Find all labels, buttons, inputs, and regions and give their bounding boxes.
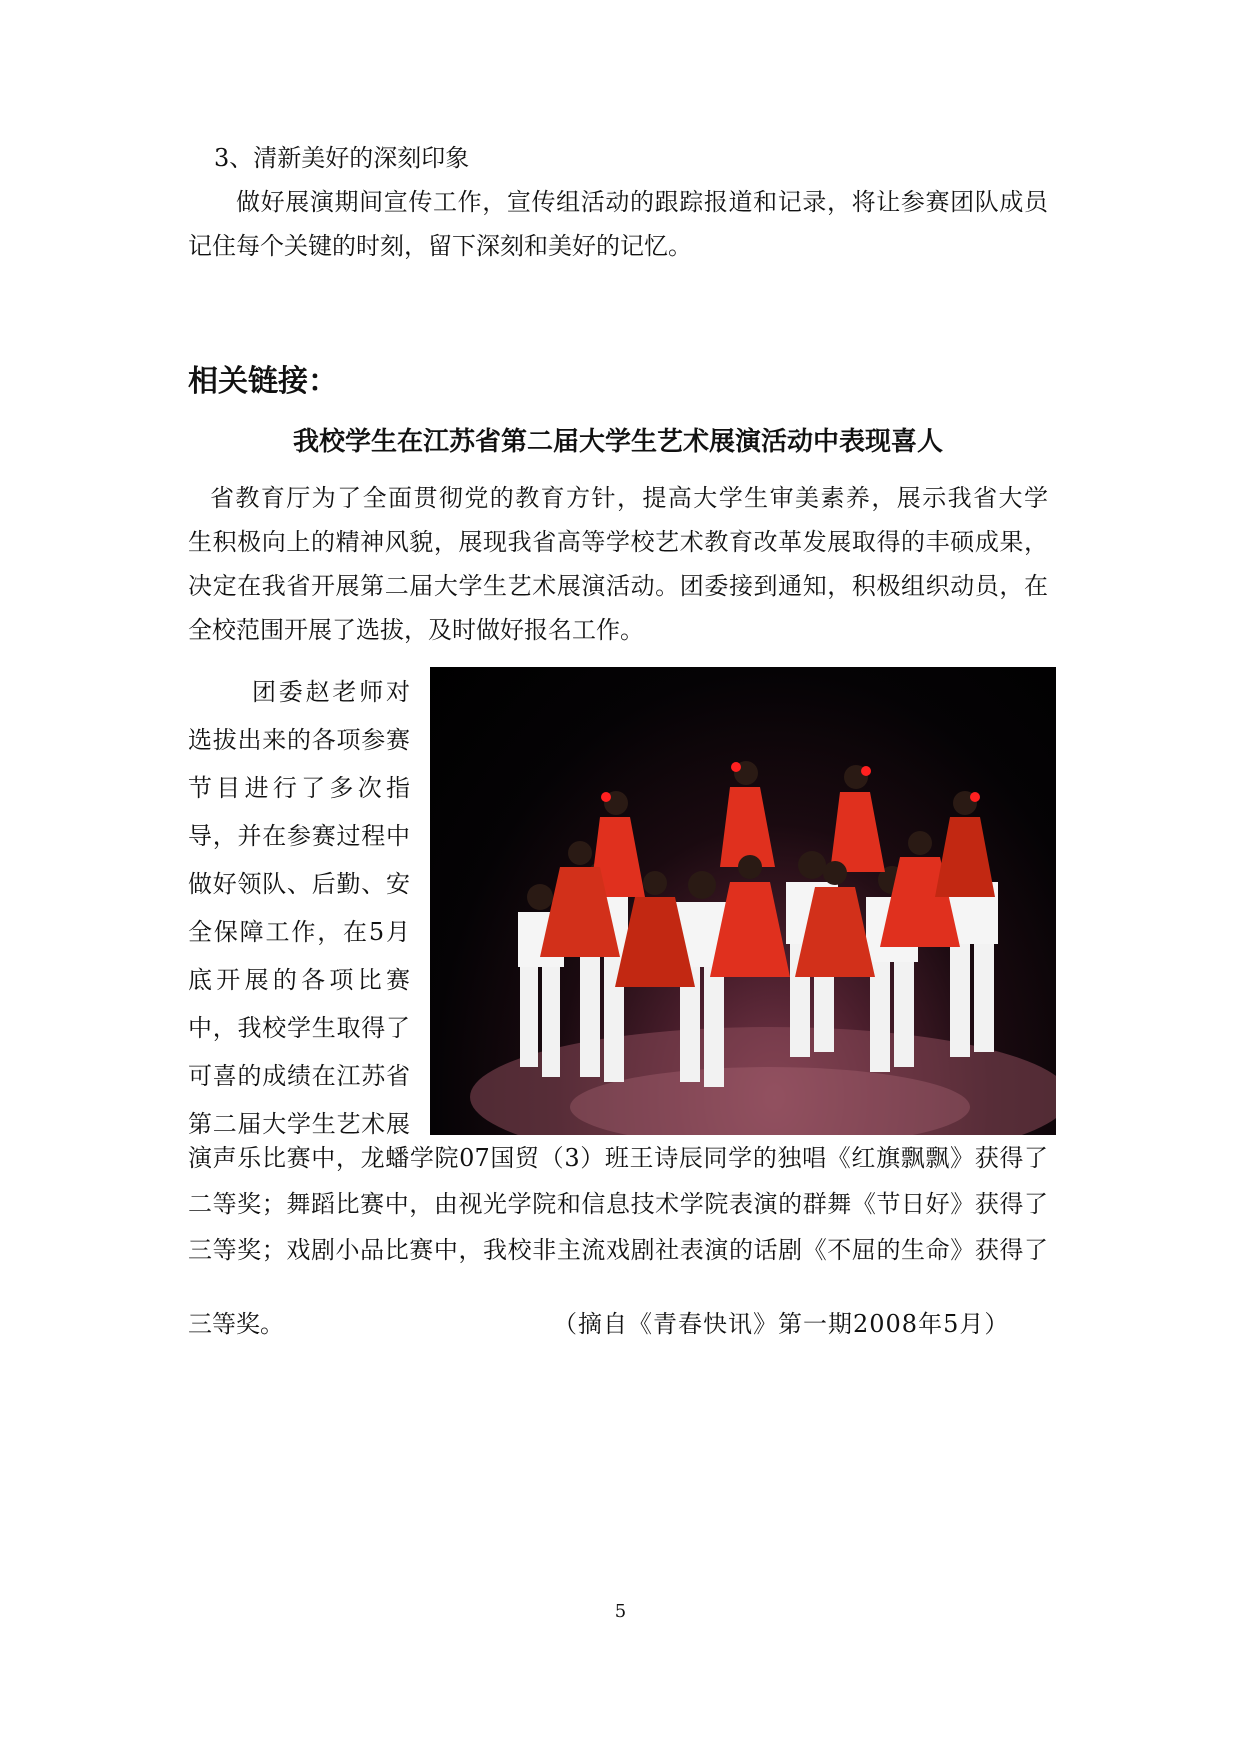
wrapped-text-line: 全保障工作，在5月 <box>188 918 410 946</box>
wrapped-text-line: 可喜的成绩在江苏省 <box>188 1062 410 1090</box>
dance-performance-photo <box>430 667 1056 1135</box>
page-number: 5 <box>614 1601 627 1622</box>
article-body-line: 三等奖；戏剧小品比赛中，我校非主流戏剧社表演的话剧《不屈的生命》获得了 <box>188 1236 1048 1264</box>
section-3-paragraph-line-1: 做好展演期间宣传工作，宣传组活动的跟踪报道和记录，将让参赛团队成员 <box>236 188 1048 216</box>
wrapped-text-line: 团委赵老师对 <box>252 678 410 706</box>
article-body-line: 演声乐比赛中，龙蟠学院07国贸（3）班王诗辰同学的独唱《红旗飘飘》获得了 <box>188 1144 1048 1172</box>
article-last-line: 三等奖。 <box>188 1310 284 1338</box>
wrapped-text-line: 选拔出来的各项参赛 <box>188 726 410 754</box>
article-intro-line: 决定在我省开展第二届大学生艺术展演活动。团委接到通知，积极组织动员，在 <box>188 572 1048 600</box>
wrapped-text-line: 底开展的各项比赛 <box>188 966 410 994</box>
article-intro-line: 生积极向上的精神风貌，展现我省高等学校艺术教育改革发展取得的丰硕成果， <box>188 528 1048 556</box>
wrapped-text-line: 节目进行了多次指 <box>188 774 410 802</box>
wrapped-text-line: 导，并在参赛过程中 <box>188 822 410 850</box>
article-title: 我校学生在江苏省第二届大学生艺术展演活动中表现喜人 <box>292 427 943 457</box>
dance-group-illustration <box>430 667 1056 1135</box>
section-3-heading: 3、清新美好的深刻印象 <box>214 144 470 172</box>
article-intro-line: 省教育厅为了全面贯彻党的教育方针，提高大学生审美素养，展示我省大学 <box>210 484 1048 512</box>
article-closing-line <box>188 1308 1048 1340</box>
article-intro-line: 全校范围开展了选拔，及时做好报名工作。 <box>188 616 644 644</box>
wrapped-text-line: 做好领队、后勤、安 <box>188 870 410 898</box>
section-3-paragraph-line-2: 记住每个关键的时刻，留下深刻和美好的记忆。 <box>188 232 692 260</box>
article-body-line: 二等奖；舞蹈比赛中，由视光学院和信息技术学院表演的群舞《节日好》获得了 <box>188 1190 1048 1218</box>
article-source-citation: （摘自《青春快讯》第一期2008年5月） <box>553 1310 1010 1338</box>
related-links-heading: 相关链接： <box>188 364 338 399</box>
wrapped-text-line: 第二届大学生艺术展 <box>188 1110 410 1138</box>
wrapped-text-line: 中，我校学生取得了 <box>188 1014 410 1042</box>
